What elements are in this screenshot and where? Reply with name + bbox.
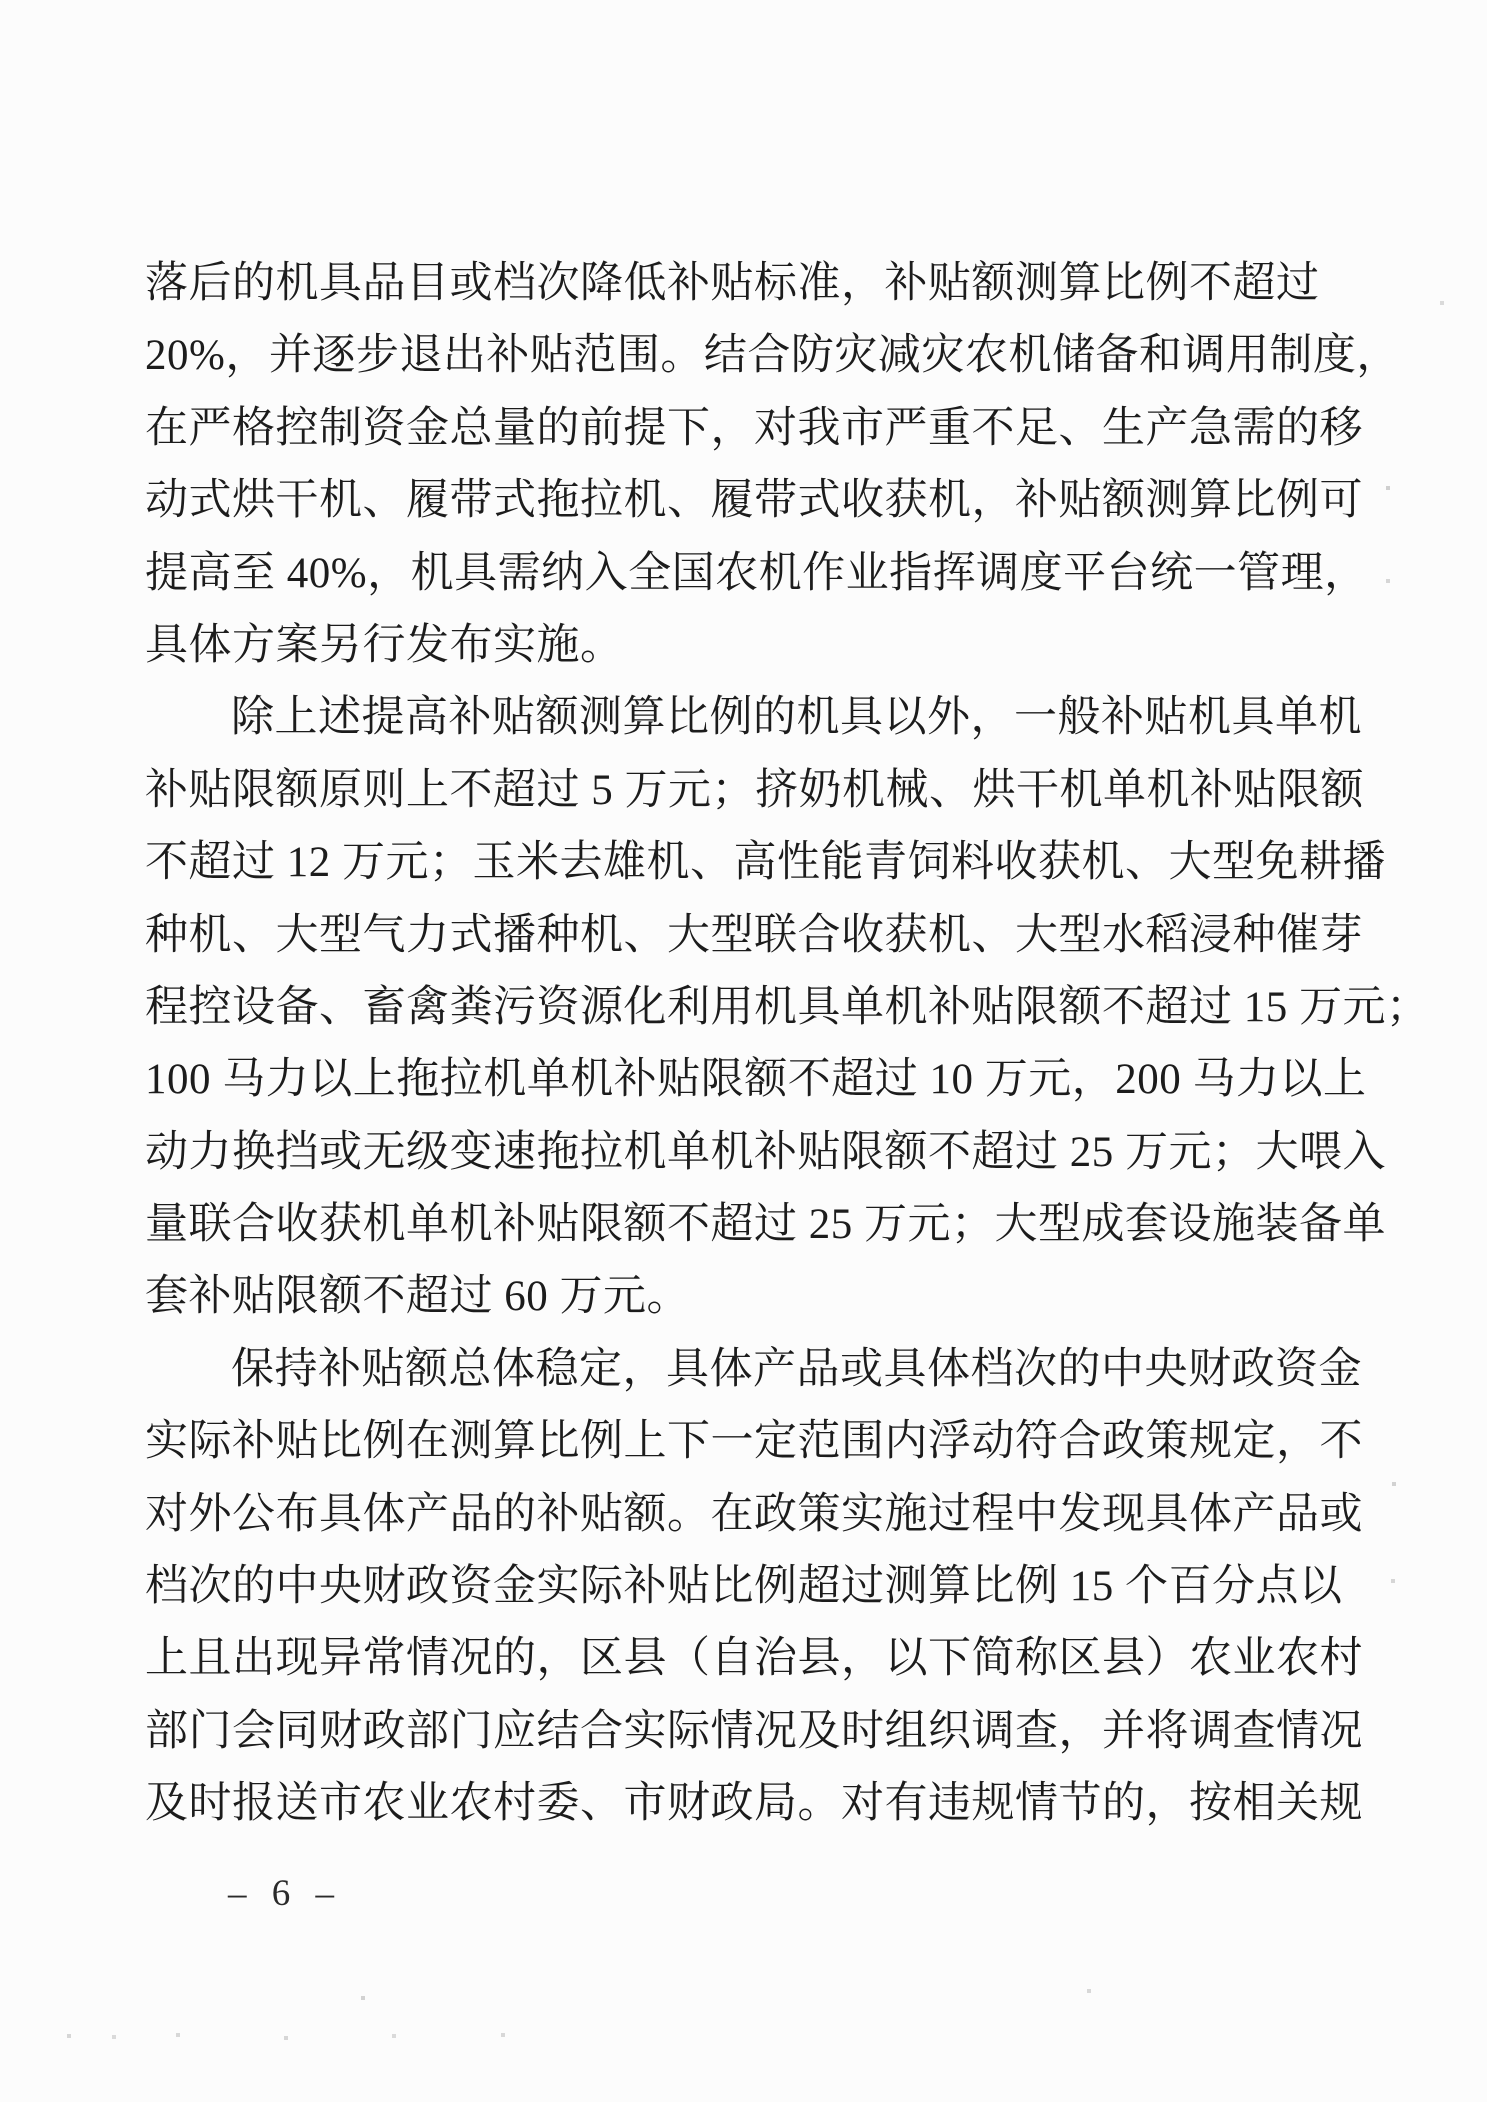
text-line: 种机、大型气力式播种机、大型联合收获机、大型水稻浸种催芽 bbox=[145, 911, 1363, 959]
text-line: 具体方案另行发布实施。 bbox=[145, 621, 624, 669]
scan-noise-speckles bbox=[0, 0, 2, 2]
text-line: 对外公布具体产品的补贴额。在政策实施过程中发现具体产品或 bbox=[145, 1490, 1363, 1538]
page-number: – 6 – bbox=[228, 1873, 336, 1914]
text-line: 动式烘干机、履带式拖拉机、履带式收获机，补贴额测算比例可 bbox=[145, 477, 1363, 525]
text-line: 量联合收获机单机补贴限额不超过 25 万元；大型成套设施装备单 bbox=[145, 1201, 1386, 1249]
text-line: 不超过 12 万元；玉米去雄机、高性能青饲料收获机、大型免耕播 bbox=[145, 839, 1386, 887]
text-line: 程控设备、畜禽粪污资源化利用机具单机补贴限额不超过 15 万元； bbox=[145, 983, 1430, 1031]
text-line: 100 马力以上拖拉机单机补贴限额不超过 10 万元，200 马力以上 bbox=[145, 1056, 1367, 1104]
document-body-text bbox=[145, 248, 1430, 1841]
text-line: 及时报送市农业农村委、市财政局。对有违规情节的，按相关规 bbox=[145, 1780, 1363, 1828]
text-line: 20%，并逐步退出补贴范围。结合防灾减灾农机储备和调用制度， bbox=[145, 332, 1400, 380]
text-line: 套补贴限额不超过 60 万元。 bbox=[145, 1273, 690, 1321]
text-line: 保持补贴额总体稳定，具体产品或具体档次的中央财政资金 bbox=[231, 1345, 1362, 1393]
text-line: 档次的中央财政资金实际补贴比例超过测算比例 15 个百分点以 bbox=[145, 1563, 1343, 1611]
text-line: 上且出现异常情况的，区县（自治县，以下简称区县）农业农村 bbox=[145, 1635, 1363, 1683]
text-line: 实际补贴比例在测算比例上下一定范围内浮动符合政策规定，不 bbox=[145, 1418, 1363, 1466]
text-line: 提高至 40%，机具需纳入全国农机作业指挥调度平台统一管理， bbox=[145, 549, 1368, 597]
text-line: 部门会同财政部门应结合实际情况及时组织调查，并将调查情况 bbox=[145, 1707, 1363, 1755]
text-line: 补贴限额原则上不超过 5 万元；挤奶机械、烘干机单机补贴限额 bbox=[145, 766, 1364, 814]
text-line: 在严格控制资金总量的前提下，对我市严重不足、生产急需的移 bbox=[145, 404, 1363, 452]
text-line: 除上述提高补贴额测算比例的机具以外，一般补贴机具单机 bbox=[231, 694, 1362, 742]
text-line: 落后的机具品目或档次降低补贴标准，补贴额测算比例不超过 bbox=[145, 260, 1320, 307]
text-line: 动力换挡或无级变速拖拉机单机补贴限额不超过 25 万元；大喂入 bbox=[145, 1128, 1386, 1176]
